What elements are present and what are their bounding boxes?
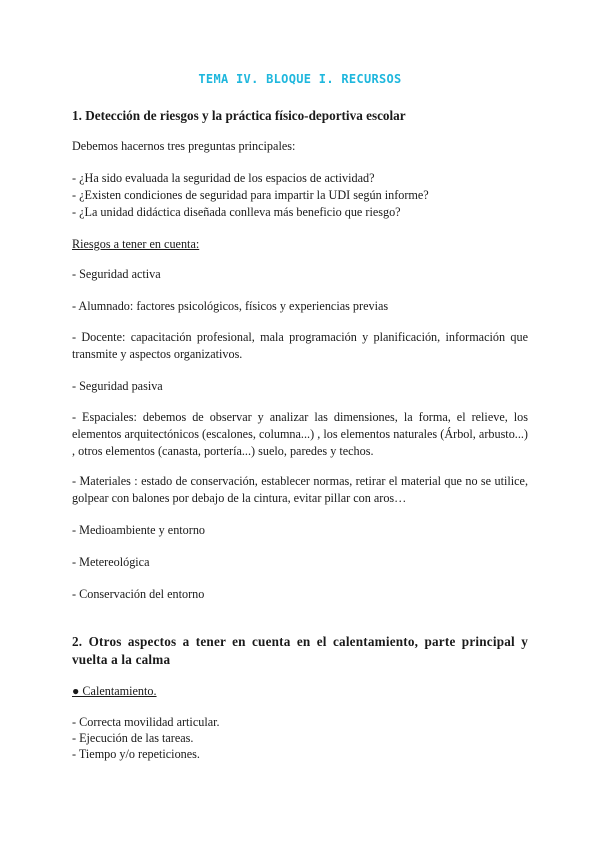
section-1-heading: 1. Detección de riesgos y la práctica físico-deportiva escolar: [72, 108, 406, 123]
risks-heading: Riesgos a tener en cuenta:: [72, 237, 200, 251]
question-1: - ¿Ha sido evaluada la seguridad de los espacios de actividad?: [72, 171, 375, 185]
warmup-heading: ● Calentamiento.: [72, 684, 157, 698]
question-3: - ¿La unidad didáctica diseñada conlleva más beneficio que riesgo?: [72, 205, 401, 219]
warmup-item: - Tiempo y/o repeticiones.: [72, 747, 200, 761]
risk-item: - Seguridad pasiva: [72, 379, 163, 393]
section-2-heading: 2. Otros aspectos a tener en cuenta en el calentamiento, parte principal y vuelta a la calma: [72, 634, 528, 667]
document-title: TEMA IV. BLOQUE I. RECURSOS: [198, 72, 402, 86]
risk-item: - Conservación del entorno: [72, 587, 205, 601]
risk-item: - Docente: capacitación profesional, mala programación y planificación, información que transmite y aspectos organizativos.: [72, 330, 528, 361]
question-2: - ¿Existen condiciones de seguridad para impartir la UDI según informe?: [72, 188, 429, 202]
risk-item: - Metereológica: [72, 555, 150, 569]
warmup-item: - Correcta movilidad articular.: [72, 715, 220, 729]
risk-item: - Espaciales: debemos de observar y analizar las dimensiones, la forma, el relieve, los elementos arquitectónicos (escalones, columna...) , los elementos naturales (Árbol, arbusto...) , otros elementos (canasta, portería...) suelo, paredes y techos.: [72, 410, 528, 458]
risk-item: - Materiales : estado de conservación, establecer normas, retirar el material que no se utilice, golpear con balones por debajo de la cintura, evitar pillar con aros…: [72, 474, 528, 505]
risk-item: - Seguridad activa: [72, 267, 161, 281]
risk-item: - Alumnado: factores psicológicos, físicos y experiencias previas: [72, 299, 389, 313]
risk-item: - Medioambiente y entorno: [72, 523, 206, 537]
section-1-intro: Debemos hacernos tres preguntas principales:: [72, 139, 296, 153]
warmup-item: - Ejecución de las tareas.: [72, 731, 194, 745]
